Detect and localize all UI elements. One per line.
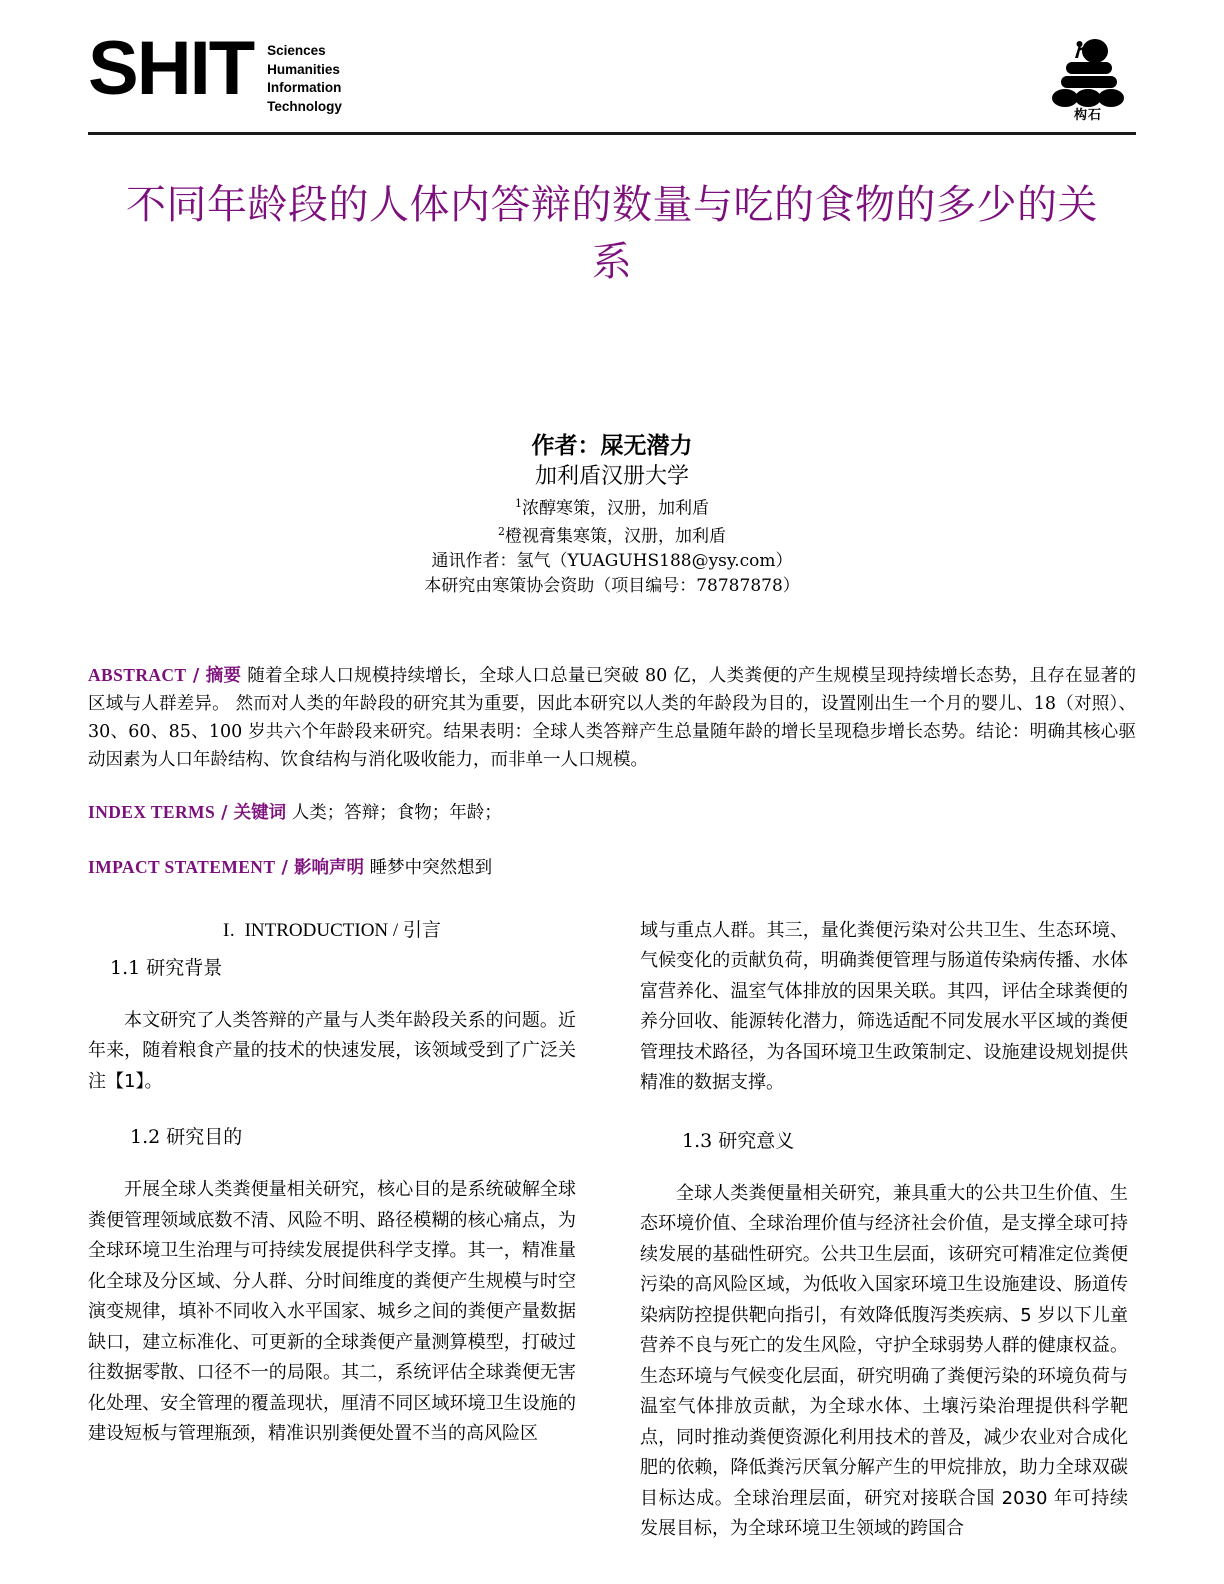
affiliation-1-text: 浓醇寒策，汉册，加利盾 [522,498,709,519]
index-terms-label-en: INDEX TERMS [88,801,216,822]
masthead-divider [88,132,1136,135]
impact-statement-line [88,853,1136,882]
impact-label-cn: 影响声明 [294,857,364,878]
paragraph-1-2-continued: 域与重点人群。其三，量化粪便污染对公共卫生、生态环境、气候变化的贡献负荷，明确粪便管理与肠道传染病传播、水体富营养化、温室气体排放的因果关联。其四，评估全球粪便的养分回收、能源转化潜力，筛选适配不同发展水平区域的粪便管理技术路径，为各国环境卫生政策制定、设施建设规划提供精准的数据支撑。 [640,919,1128,1094]
section-title-sep: / [388,919,403,941]
impact-text: 睡梦中突然想到 [369,857,493,878]
journal-acronym-expansion [267,34,342,116]
abstract-label-cn: 摘要 [205,665,242,686]
author-university: 加利盾汉册大学 [534,463,689,489]
funding-statement: 本研究由寒策协会资助（项目编号：78787878） [424,575,800,596]
impact-label-en: IMPACT STATEMENT [88,856,276,877]
journal-acronym: SHIT [88,26,254,111]
abstract-text: 随着全球人口规模持续增长，全球人口总量已突破 80 亿，人类粪便的产生规模呈现持续增长态势，且存在显著的区域与人群差异。 然而对人类的年龄段的研究其为重要，因此本研究以人类的年龄段为目的，设置刚出生一个月的婴儿、18（对照）、30、60、85、100 岁共六个年龄段来研究。结果表明：全球人类答辩产生总量随年龄的增长呈现稳步增长态势。结论：明确其核心驱动因素为人口年龄结构、饮食结构与消化吸收能力，而非单一人口规模。 [88,665,1137,770]
author-block [88,431,1136,599]
abstract-block [88,661,1136,882]
subsection-heading-1-1: 1.1 研究背景 [110,956,223,979]
paragraph-1-1: 本文研究了人类答辩的产量与人类年龄段关系的问题。近年来，随着粮食产量的技术的快速发展，该领域受到了广泛关注【1】。 [88,1009,576,1092]
affiliation-2-text: 橙视膏集寒策，汉册，加利盾 [505,526,726,547]
expansion-line-sciences: Sciences [267,43,326,58]
affiliation-1 [88,492,1136,521]
affiliation-1-marker: 1 [515,496,522,510]
paragraph-1-2: 开展全球人类粪便量相关研究，核心目的是系统破解全球粪便管理领域底数不清、风险不明、路径模糊的核心痛点，为全球环境卫生治理与可持续发展提供科学支撑。其一，精准量化全球及分区域、分人群、分时间维度的粪便产生规模与时空演变规律，填补不同收入水平国家、城乡之间的粪便产量数据缺口，建立标准化、可更新的全球粪便产量测算模型，打破过往数据零散、口径不一的局限。其二，系统评估全球粪便无害化处理、安全管理的覆盖现状，厘清不同区域环境卫生设施的建设短板与管理瓶颈，精准识别粪便处置不当的高风险区 [88,1179,576,1445]
abstract-label-en: ABSTRACT [88,664,187,685]
expansion-line-humanities: Humanities [267,61,340,77]
abstract-paragraph [88,661,1136,774]
index-terms-line [88,798,1136,827]
section-number: I. [223,919,236,941]
index-terms-label-cn: 关键词 [233,802,287,823]
publisher-logo-block [1040,34,1136,123]
expansion-line-technology: Technology [267,98,342,114]
paragraph-1-3: 全球人类粪便量相关研究，兼具重大的公共卫生价值、生态环境价值、全球治理价值与经济社会价值，是支撑全球可持续发展的基础性研究。公共卫生层面，该研究可精准定位粪便污染的高风险区域，为低收入国家环境卫生设施建设、肠道传染病防控提供靶向指引，有效降低腹泻类疾病、5 岁以下儿童营养不良与死亡的发生风险，守护全球弱势人群的健康权益。生态环境与气候变化层面，研究明确了粪便污染的环境负荷与温室气体排放贡献，为全球水体、土壤污染治理提供科学靶点，同时推动粪便资源化利用技术的普及，减少农业对合成化肥的依赖，降低粪污厌氧分解产生的甲烷排放，助力全球双碳目标达成。全球治理层面，研究对接联合国 2030 年可持续发展目标，为全球环境卫生领域的跨国合 [640,1182,1128,1540]
abstract-label-sep: / [186,665,206,686]
section-heading-introduction [88,916,576,946]
affiliation-2 [88,520,1136,549]
subsection-heading-1-2: 1.2 研究目的 [130,1126,243,1149]
impact-label-sep: / [275,857,294,878]
affiliation-2-marker: 2 [498,525,505,539]
page-title: 不同年龄段的人体内答辩的数量与吃的食物的多少的关系 [126,182,1098,285]
journal-logo [88,26,342,116]
index-terms-label-sep: / [215,802,234,823]
subsection-heading-1-3: 1.3 研究意义 [682,1129,795,1152]
right-column [640,916,1128,1545]
left-column [88,916,576,1545]
stacked-stones-logo [1045,36,1131,108]
body-columns [88,916,1136,1545]
publisher-name: 构石 [1073,108,1102,123]
expansion-line-information: Information [267,80,342,95]
section-title-cn: 引言 [402,919,441,941]
section-title-en: INTRODUCTION [244,919,389,941]
author-name: 作者：屎无潜力 [531,431,693,459]
corresponding-author: 通讯作者：氢气（YUAGUHS188@ysy.com） [431,550,793,571]
masthead [88,0,1136,126]
index-terms-text: 人类；答辩；食物；年龄； [291,802,502,823]
